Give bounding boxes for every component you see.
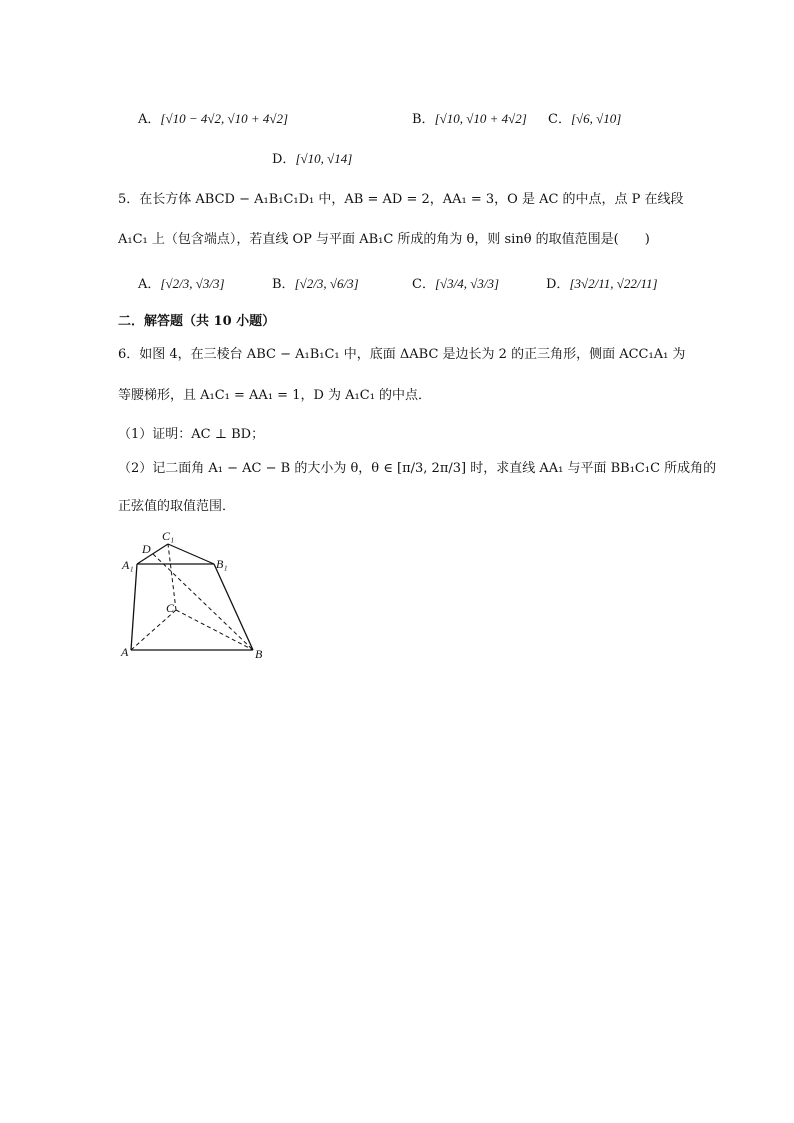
- label-c1: C₁: [162, 530, 175, 543]
- edge-c-b: [176, 610, 253, 650]
- q4-option-c-label: C．: [548, 112, 571, 127]
- q5-stem-line2: A₁C₁ 上（包含端点），若直线 OP 与平面 AB₁C 所成的角为 θ，则 sinθ 的取值范围是( ): [118, 232, 650, 247]
- q5-option-b: [272, 275, 359, 294]
- q4-option-b-text: [√10, √10 + 4√2]: [434, 111, 527, 126]
- edge-c1-b1: [168, 544, 214, 564]
- q5-option-b-text: [√2/3, √6/3]: [294, 276, 359, 291]
- q4-option-b: [412, 110, 527, 129]
- q4-option-d: [272, 150, 352, 169]
- q5-option-a-label: A．: [138, 277, 161, 292]
- edge-b-b1: [214, 564, 253, 650]
- section-title: 二．解答题（共 10 小题）: [118, 314, 276, 329]
- q4-option-c: [548, 110, 621, 129]
- q5-option-d: [546, 275, 658, 294]
- label-a1: A₁: [122, 558, 134, 572]
- q4-option-c-text: [√6, √10]: [570, 111, 622, 126]
- q5-option-c-text: [√3/4, √3/3]: [434, 276, 500, 291]
- q4-option-d-text: [√10, √14]: [295, 151, 353, 166]
- q4-option-a-text: [√10 − 4√2, √10 + 4√2]: [160, 111, 289, 126]
- frustum-figure: [118, 530, 288, 670]
- label-c: C: [166, 601, 175, 615]
- label-b: B: [255, 647, 263, 661]
- q5-stem-line1: 5．在长方体 ABCD − A₁B₁C₁D₁ 中，AB = AD = 2，AA₁ = 3，O 是 AC 的中点，点 P 在线段: [118, 192, 684, 207]
- q5-option-a-text: [√2/3, √3/3]: [160, 276, 225, 291]
- q4-option-b-label: B．: [412, 112, 435, 127]
- label-a: A: [121, 645, 129, 659]
- q4-option-a: [138, 110, 288, 129]
- q5-option-a: [138, 275, 225, 294]
- label-d: D: [142, 542, 151, 556]
- q6-stem-line1: 6．如图 4，在三棱台 ABC − A₁B₁C₁ 中，底面 ΔABC 是边长为 2 的正三角形，侧面 ACC₁A₁ 为: [118, 347, 686, 362]
- edge-a-a1: [131, 564, 137, 650]
- q6-part2-cont: 正弦值的取值范围．: [118, 499, 236, 514]
- q5-option-b-label: B．: [272, 277, 295, 292]
- q5-option-d-label: D．: [546, 277, 570, 292]
- q4-option-a-label: A．: [138, 112, 161, 127]
- q6-stem-line2: 等腰梯形，且 A₁C₁ = AA₁ = 1，D 为 A₁C₁ 的中点．: [118, 388, 432, 403]
- edge-a-c: [131, 610, 176, 650]
- q5-option-d-text: [3√2/11, √22/11]: [569, 276, 658, 291]
- q4-option-d-label: D．: [272, 152, 296, 167]
- q6-part2: （2）记二面角 A₁ − AC − B 的大小为 θ，θ ∈ [π/3, 2π/3] 时，求直线 AA₁ 与平面 BB₁C₁C 所成角的: [118, 461, 717, 476]
- label-b1: B₁: [216, 557, 228, 571]
- q5-option-c-label: C．: [412, 277, 435, 292]
- q5-option-c: [412, 275, 499, 294]
- q6-part1: （1）证明：AC ⊥ BD；: [118, 427, 265, 442]
